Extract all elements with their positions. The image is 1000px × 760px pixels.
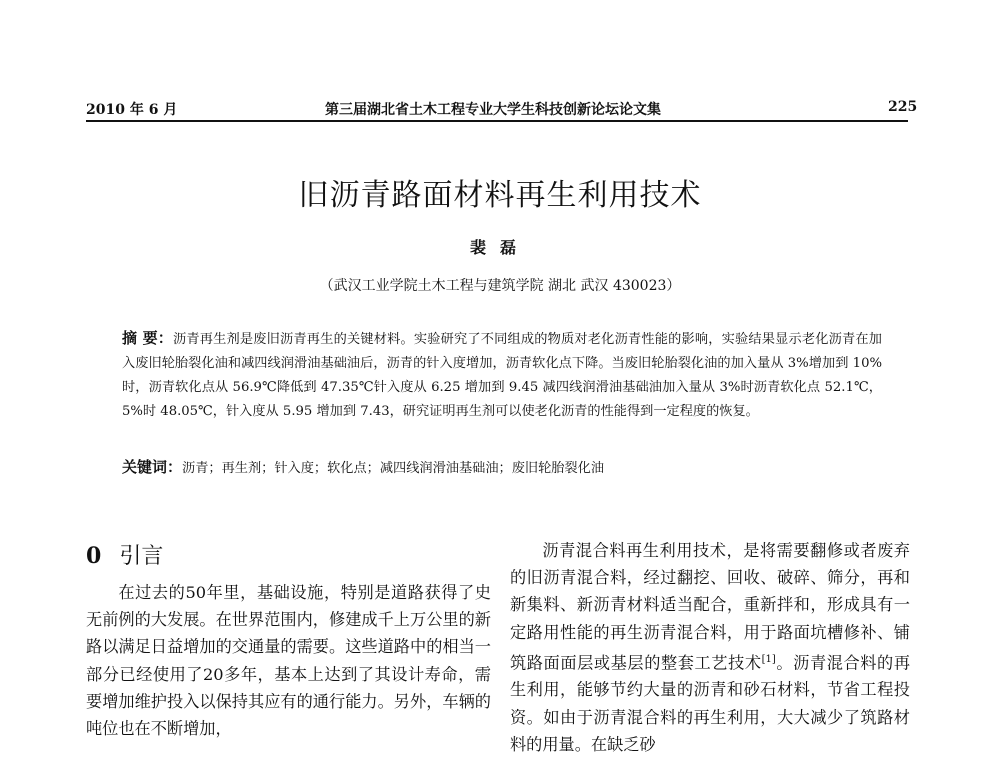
keywords-text: 沥青；再生剂；针入度；软化点；减四线润滑油基础油；废旧轮胎裂化油 [182, 461, 605, 476]
intro-paragraph-right [510, 537, 910, 758]
paper-title: 旧沥青路面材料再生利用技术 [298, 178, 702, 213]
abstract [122, 326, 882, 424]
keywords [122, 456, 882, 477]
header-rule [86, 120, 908, 122]
citation-ref: [1] [761, 653, 776, 665]
header-page-number: 225 [888, 99, 918, 115]
header-journal-title: 第三届湖北省土木工程专业大学生科技创新论坛论文集 [325, 102, 661, 118]
right-paragraph-part-b: 。沥青混合料的再生利用，能够节约大量的沥青和砂石材料，节省工程投资。如由于沥青混合料的再生利用，大大减少了筑路材料的用量。在缺乏砂 [510, 653, 911, 754]
author-name: 裴磊 [469, 238, 530, 257]
abstract-label: 摘 要： [122, 329, 173, 347]
keywords-label: 关键词： [122, 458, 183, 476]
right-column [510, 537, 910, 758]
section-number: 0 [86, 543, 102, 569]
header-date: 2010 年 6 月 [86, 102, 178, 118]
section-title: 引言 [119, 544, 164, 569]
abstract-text: 沥青再生剂是废旧沥青再生的关键材料。实验研究了不同组成的物质对老化沥青性能的影响，实验结果显示老化沥青在加入废旧轮胎裂化油和减四线润滑油基础油后，沥青的针入度增加，沥青软化点下降。当废旧轮胎裂化油的加入量从 3%增加到 10%时，沥青软化点从 56.9℃降低到 47.35℃针入度从 6.25 增加到 9.45 减四线润滑油基础油加入量从 3%时沥青软化点 52.1℃，5%时 48.05℃，针入度从 5.95 增加到 7.43，研究证明再生剂可以使老化沥青的性能得到一定程度的恢复。 [122, 332, 882, 419]
right-paragraph-part-a: 沥青混合料再生利用技术，是将需要翻修或者废弃的旧沥青混合料，经过翻挖、回收、破碎、筛分，再和新集料、新沥青材料适当配合，重新拌和，形成具有一定路用性能的再生沥青混合料，用于路面坑槽修补、铺筑路面面层或基层的整套工艺技术 [510, 541, 910, 673]
author-affiliation: （武汉工业学院土木工程与建筑学院 湖北 武汉 430023） [319, 278, 681, 294]
intro-paragraph-left: 在过去的50年里，基础设施，特别是道路获得了史无前例的大发展。在世界范围内，修建成千上万公里的新路以满足日益增加的交通量的需要。这些道路中的相当一部分已经使用了20多年，基本上达到了其设计寿命，需要增加维护投入以保持其应有的通行能力。另外，车辆的吨位也在不断增加， [86, 583, 491, 739]
left-column [86, 579, 491, 742]
section-heading [86, 539, 163, 570]
